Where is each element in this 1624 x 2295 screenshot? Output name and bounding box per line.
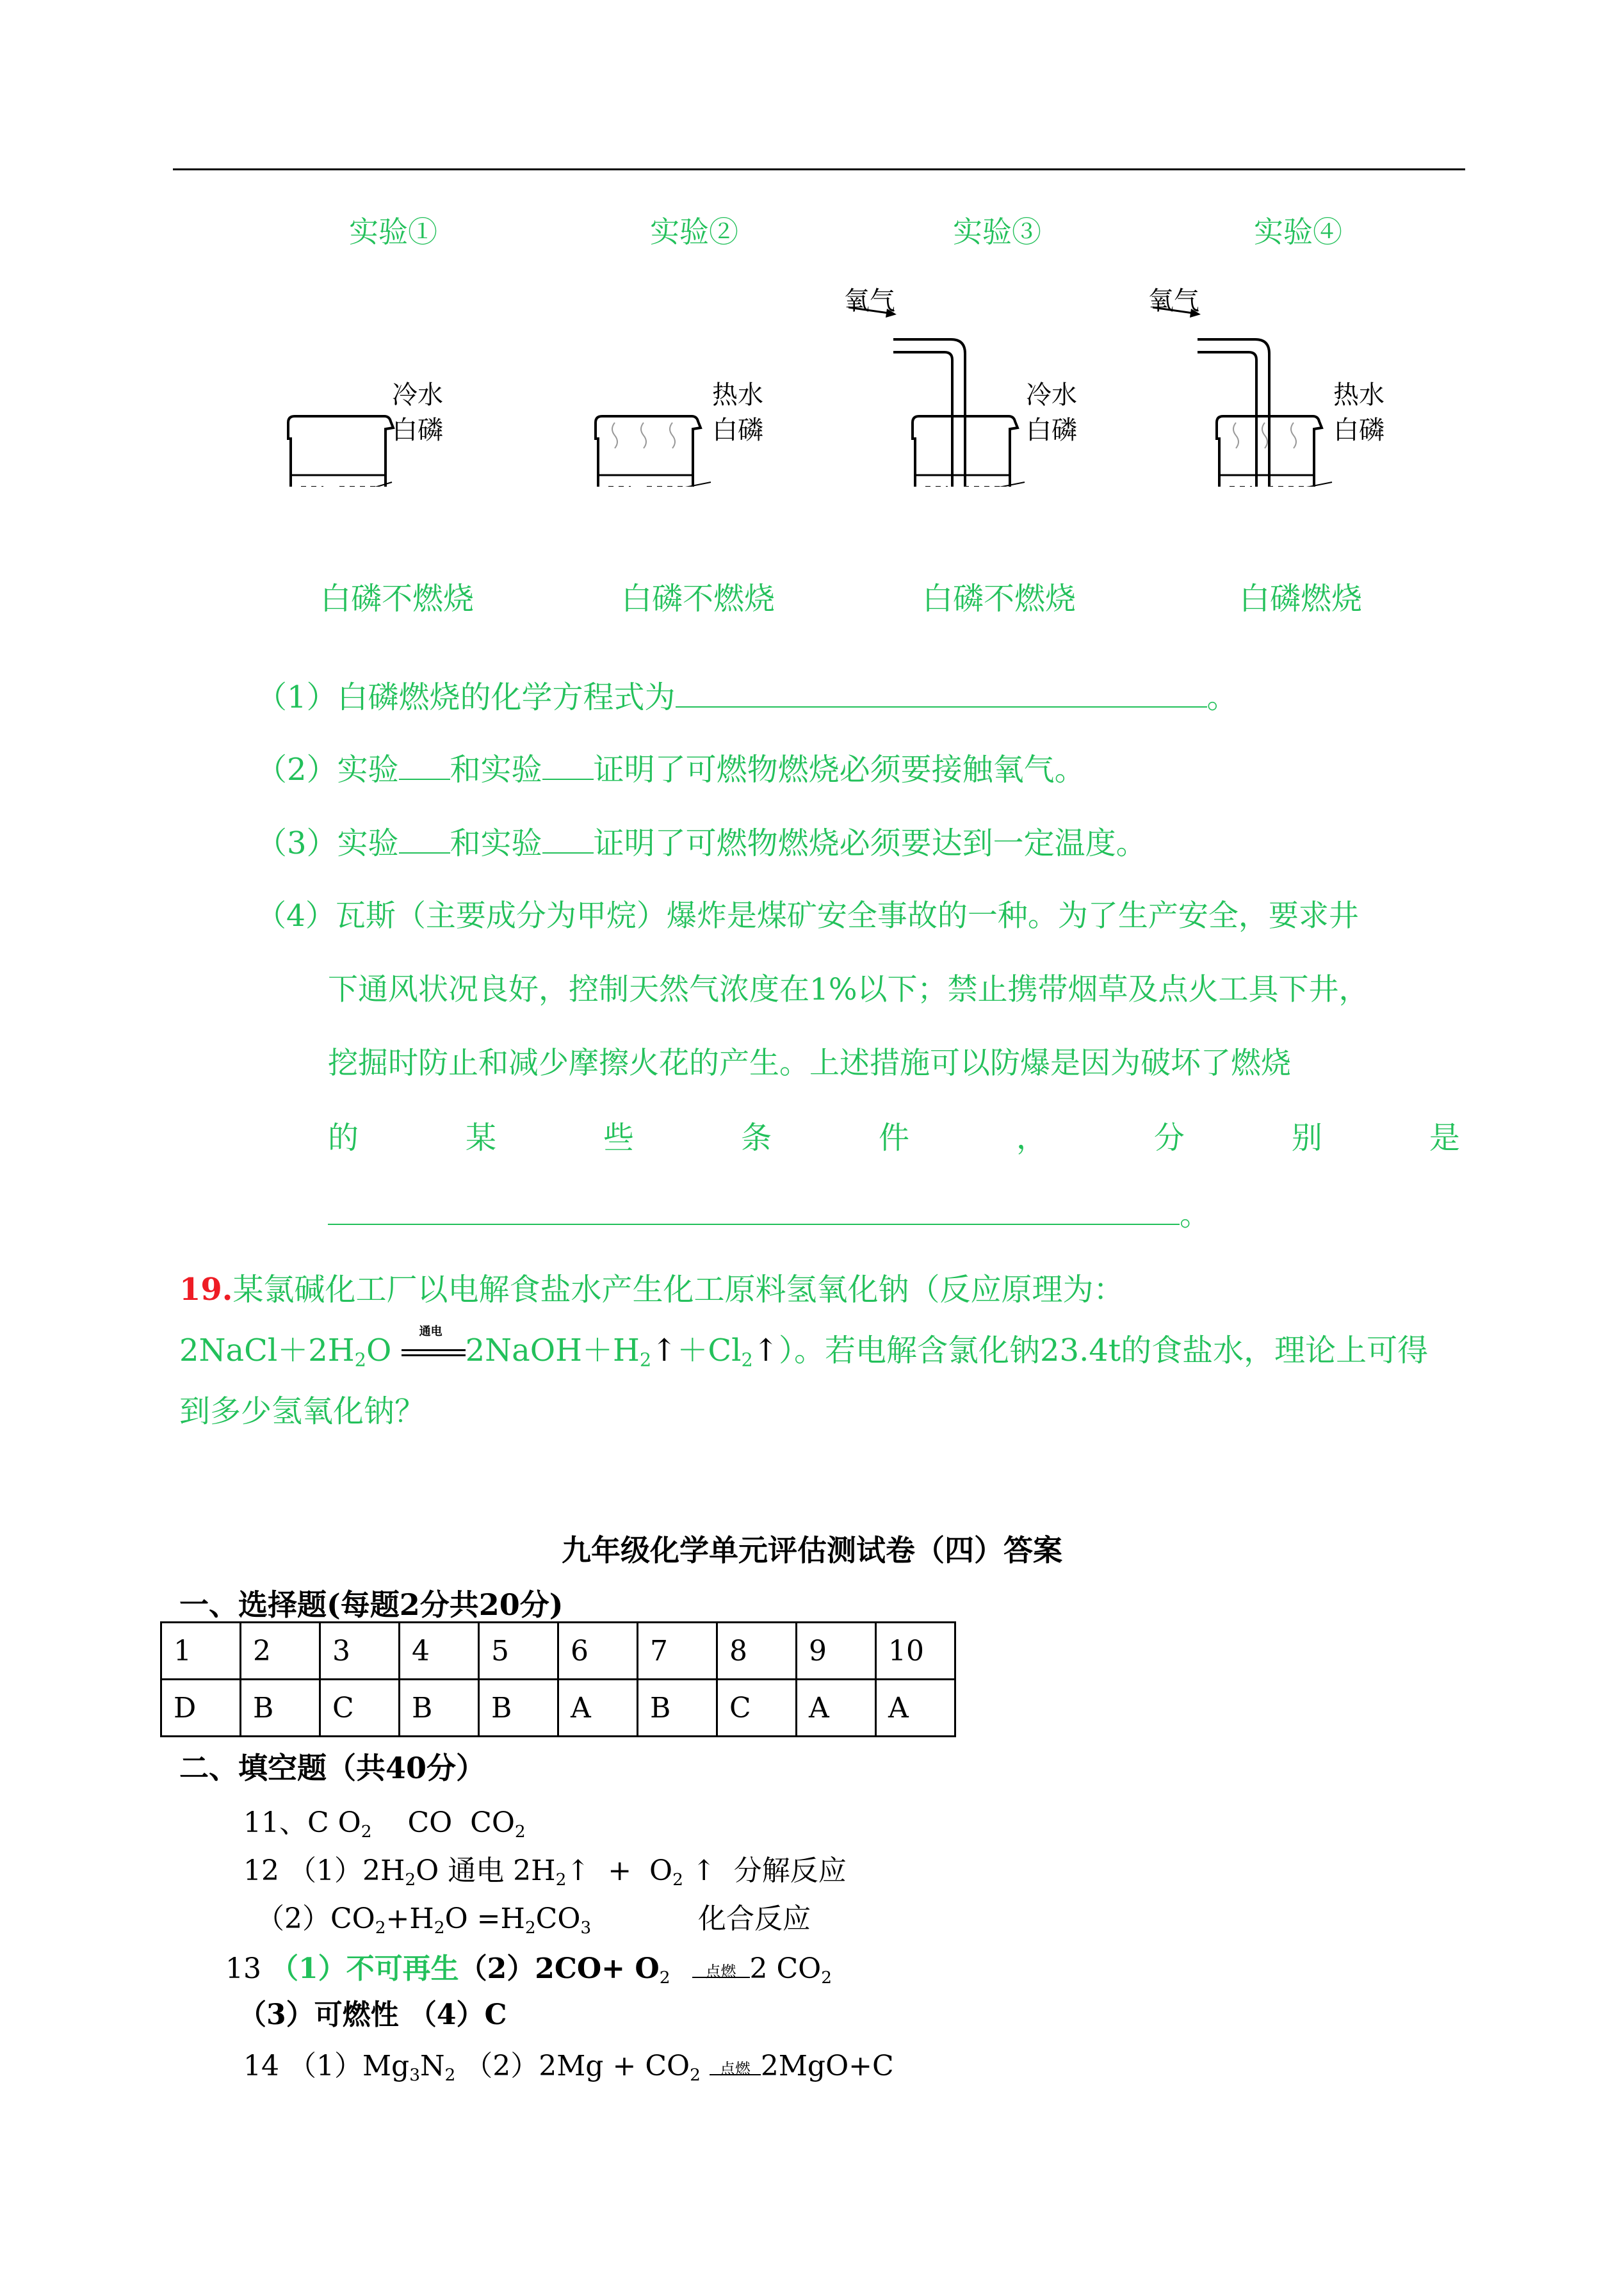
answer-12-1: 12 $(1)2H_2O$ 通电 $2H_2↑ + O_2$ ↑ 分解反应 — [243, 1854, 847, 1890]
table-cell: D — [161, 1680, 241, 1737]
answer-13: 13 （1）不可再生$(2)2CO+ O_2$ 点燃 2 $CO_2$ — [225, 1952, 832, 1988]
table-cell: B — [241, 1680, 320, 1737]
q18-2: （2）实验 和实验 证明了可燃物燃烧必须要接触氧气。 — [256, 752, 1085, 788]
phosphorus-label-4: 白磷 — [1333, 416, 1384, 445]
table-cell: C — [717, 1680, 797, 1737]
table-cell: B — [638, 1680, 717, 1737]
q18-4-line3: 挖掘时防止和减少摩擦火花的产生。上述措施可以防爆是因为破坏了燃烧 — [328, 1046, 1291, 1081]
table-cell: 10 — [876, 1623, 955, 1680]
water-label-1: 冷水 — [392, 380, 443, 410]
table-cell: 2 — [241, 1623, 320, 1680]
experiment-label-3: 实验③ — [953, 215, 1041, 249]
answer-14: 14 $(1)Mg_3N_2$ $(2)2Mg + CO_2$ 点燃 2MgO+C — [243, 2050, 894, 2085]
up-arrow-icon: ↑ — [752, 1333, 779, 1368]
table-cell: 3 — [320, 1623, 400, 1680]
phosphorus-label-3: 白磷 — [1026, 416, 1077, 445]
water-label-3: 冷水 — [1026, 380, 1077, 410]
table-cell: 4 — [400, 1623, 479, 1680]
table-cell: 6 — [558, 1623, 638, 1680]
q19-line3: 到多少氢氧化钠？ — [179, 1393, 426, 1429]
result-3: 白磷不燃烧 — [922, 581, 1076, 617]
table-row — [161, 1623, 955, 1680]
oxygen-label-4: 氧气 — [1148, 286, 1199, 316]
table-row — [161, 1680, 955, 1737]
table-cell: B — [479, 1680, 558, 1737]
answer-12-2: $(2)CO_2+H_2O =H_2CO_3$ — [256, 1902, 592, 1938]
table-cell: 8 — [717, 1623, 797, 1680]
result-1: 白磷不燃烧 — [320, 581, 475, 617]
section1-heading: 一、选择题(每题2分共20分) — [179, 1587, 564, 1622]
table-cell: A — [797, 1680, 876, 1737]
table-cell: B — [400, 1680, 479, 1737]
phosphorus-label-2: 白磷 — [712, 416, 763, 445]
result-4: 白磷燃烧 — [1239, 581, 1363, 617]
answer-13-line2: （3）可燃性 （4）C — [238, 1999, 507, 2031]
table-cell: 7 — [638, 1623, 717, 1680]
q18-4-line2: 下通风状况良好，控制天然气浓度在1%以下；禁止携带烟草及点火工具下井， — [328, 972, 1369, 1007]
up-arrow-icon: ↑ — [683, 1854, 716, 1887]
table-cell: A — [558, 1680, 638, 1737]
table-cell: C — [320, 1680, 400, 1737]
water-label-4: 热水 — [1333, 380, 1384, 410]
oxygen-label-3: 氧气 — [844, 286, 895, 316]
answers-title: 九年级化学单元评估测试卷（四）答案 — [562, 1533, 1062, 1568]
table-cell: 1 — [161, 1623, 241, 1680]
q18-4-line1: （4）瓦斯（主要成分为甲烷）爆炸是煤矿安全事故的一种。为了生产安全，要求井 — [256, 898, 1359, 934]
table-cell: 9 — [797, 1623, 876, 1680]
experiment-label-2: 实验② — [650, 215, 738, 249]
experiment-label-4: 实验④ — [1254, 215, 1342, 249]
table-cell: A — [876, 1680, 955, 1737]
top-rule — [173, 168, 1465, 170]
table-cell: 5 — [479, 1623, 558, 1680]
q18-4-answer-line: 。 — [328, 1190, 1210, 1234]
q19-equation: $2NaCl+2H_2O$ 通电 $2NaOH+H_2↑+Cl_2↑$）。若电解含氯化钠23.4t的食盐水，理论上可得 — [179, 1324, 1429, 1371]
up-arrow-icon: ↑ — [651, 1333, 678, 1368]
q18-3: （3）实验 和实验 证明了可燃物燃烧必须要达到一定温度。 — [256, 825, 1147, 861]
q19-line1: 19.某氯碱化工厂以电解食盐水产生化工原料氢氧化钠（反应原理为： — [179, 1272, 1125, 1308]
answer-table — [160, 1621, 956, 1737]
q18-4-line4: 的 某 些 条 件 ， 分 别 是 — [328, 1120, 1460, 1156]
result-2: 白磷不燃烧 — [621, 581, 775, 617]
answer-12-2-type: 化合反应 — [698, 1902, 811, 1935]
section2-heading: 二、填空题（共40分） — [179, 1751, 486, 1785]
water-label-2: 热水 — [712, 380, 763, 410]
experiment-label-1: 实验① — [349, 215, 437, 249]
phosphorus-label-1: 白磷 — [392, 416, 443, 445]
answer-11: 11、C $O_2$ CO $CO_2$ — [243, 1806, 526, 1842]
q18-1: （1）白磷燃烧的化学方程式为 。 — [256, 679, 1238, 715]
up-arrow-icon: ↑ — [566, 1854, 590, 1887]
